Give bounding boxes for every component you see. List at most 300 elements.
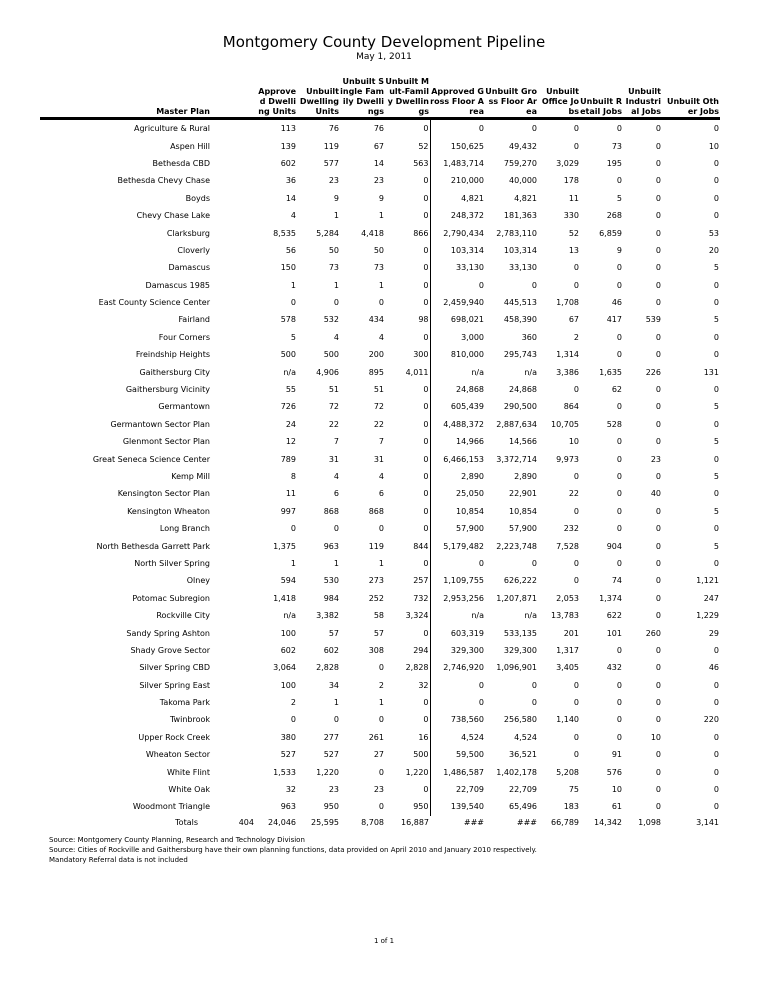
- table-row: [40, 520, 720, 537]
- table-cell: 0: [655, 576, 661, 586]
- totals-prefix: 404: [238, 818, 254, 828]
- table-cell: 2: [290, 698, 296, 708]
- table-cell: 0: [713, 280, 719, 290]
- table-cell: 76: [328, 124, 339, 134]
- table-cell: 0: [616, 715, 622, 725]
- table-cell: 0: [616, 350, 622, 360]
- table-row: [40, 798, 720, 815]
- master-plan-name: Great Seneca Science Center: [92, 454, 210, 464]
- master-plan-name: Fairland: [178, 315, 210, 325]
- table-row: [40, 763, 720, 780]
- table-cell: 0: [713, 558, 719, 568]
- table-cell: 2,746,920: [443, 663, 484, 673]
- table-cell: 0: [713, 176, 719, 186]
- blank-cell: [210, 329, 255, 346]
- table-cell: 65,496: [509, 802, 537, 812]
- table-cell: 1,220: [316, 767, 339, 777]
- header-unbuilt-gfa: Unbuilt Gross Floor Area: [485, 66, 538, 119]
- table-cell: 58: [373, 611, 384, 621]
- master-plan-name: Olney: [186, 576, 210, 586]
- table-cell: 23: [373, 785, 384, 795]
- table-cell: 732: [385, 590, 430, 607]
- table-cell: 200: [368, 350, 384, 360]
- table-cell: 0: [616, 680, 622, 690]
- page-date: May 1, 2011: [356, 52, 412, 62]
- table-cell: 183: [563, 802, 579, 812]
- table-cell: 0: [385, 520, 430, 537]
- table-cell: 0: [385, 329, 430, 346]
- table-cell: 150: [280, 263, 296, 273]
- table-cell: 1: [290, 280, 296, 290]
- master-plan-name: Silver Spring CBD: [139, 663, 210, 673]
- table-cell: 5: [290, 332, 296, 342]
- table-cell: 0: [713, 211, 719, 221]
- table-cell: 23: [328, 176, 339, 186]
- table-cell: 24,868: [456, 385, 484, 395]
- table-cell: 0: [385, 503, 430, 520]
- table-cell: 14: [373, 158, 384, 168]
- table-cell: 23: [328, 785, 339, 795]
- table-cell: 5: [713, 472, 719, 481]
- table-cell: 6,466,153: [443, 454, 484, 464]
- table-cell: 0: [531, 558, 537, 568]
- table-cell: 904: [606, 541, 622, 551]
- table-cell: 0: [616, 437, 622, 447]
- table-cell: n/a: [524, 367, 537, 377]
- table-cell: 0: [616, 124, 622, 134]
- table-cell: 997: [280, 506, 296, 516]
- master-plan-name: Gaithersburg City: [139, 367, 210, 377]
- blank-cell: [210, 259, 255, 276]
- page-number: 1 of 1: [373, 937, 395, 945]
- table-cell: 52: [568, 228, 579, 238]
- totals-cell: 3,141: [696, 818, 719, 828]
- table-cell: 252: [368, 593, 384, 603]
- table-cell: n/a: [524, 611, 537, 621]
- table-cell: 40,000: [509, 176, 537, 186]
- header-unbuilt-office-jobs: Unbuilt Office Jobs: [538, 66, 580, 119]
- blank-cell: [210, 590, 255, 607]
- header-master-plan: Master Plan: [40, 66, 210, 119]
- table-cell: 0: [385, 190, 430, 207]
- table-cell: 12: [285, 437, 296, 447]
- table-cell: 602: [280, 645, 296, 655]
- table-cell: 2,953,256: [443, 593, 484, 603]
- table-cell: 16: [385, 729, 430, 746]
- table-cell: 10: [611, 785, 622, 795]
- table-cell: 0: [478, 558, 484, 568]
- table-cell: 445,513: [503, 298, 537, 308]
- totals-cell: ###: [516, 818, 537, 828]
- totals-label: Totals: [175, 818, 198, 828]
- table-cell: 1,486,587: [443, 767, 484, 777]
- table-cell: 0: [385, 468, 430, 485]
- header-blank: [210, 66, 255, 119]
- table-cell: 23: [373, 176, 384, 186]
- table-cell: 0: [655, 419, 661, 429]
- table-cell: 273: [368, 576, 384, 586]
- table-cell: 9,973: [556, 454, 579, 464]
- master-plan-name: Aspen Hill: [170, 141, 210, 151]
- table-cell: 22,709: [509, 785, 537, 795]
- table-cell: 0: [655, 663, 661, 673]
- table-cell: 57,900: [456, 524, 484, 534]
- table-cell: 0: [713, 298, 719, 308]
- table-cell: 0: [616, 524, 622, 534]
- master-plan-name: East County Science Center: [98, 298, 210, 308]
- table-cell: 22: [373, 419, 384, 429]
- blank-cell: [210, 572, 255, 589]
- blank-cell: [210, 763, 255, 780]
- table-cell: 532: [323, 315, 339, 325]
- master-plan-name: Kemp Mill: [171, 472, 210, 481]
- table-cell: 1: [290, 558, 296, 568]
- table-cell: 1: [378, 211, 384, 221]
- blank-cell: [210, 294, 255, 311]
- table-cell: 0: [385, 433, 430, 450]
- table-cell: 0: [290, 524, 296, 534]
- table-cell: 7: [333, 437, 339, 447]
- table-cell: 0: [655, 437, 661, 447]
- master-plan-name: Sandy Spring Ashton: [126, 628, 210, 638]
- table-cell: 210,000: [450, 176, 484, 186]
- master-plan-name: Clarksburg: [166, 228, 210, 238]
- table-cell: 67: [373, 141, 384, 151]
- table-row: [40, 677, 720, 694]
- blank-cell: [210, 694, 255, 711]
- table-cell: 0: [385, 277, 430, 294]
- table-cell: 866: [385, 224, 430, 241]
- master-plan-name: Kensington Wheaton: [127, 506, 210, 516]
- table-cell: 73: [328, 263, 339, 273]
- blank-cell: [210, 363, 255, 380]
- table-cell: 5: [713, 541, 719, 551]
- blank-cell: [210, 503, 255, 520]
- table-row: [40, 119, 720, 138]
- table-cell: 0: [655, 176, 661, 186]
- table-cell: 0: [385, 416, 430, 433]
- table-cell: 2,890: [461, 472, 484, 481]
- table-cell: 232: [563, 524, 579, 534]
- table-cell: 2,887,634: [496, 419, 537, 429]
- table-cell: 0: [385, 694, 430, 711]
- table-cell: 0: [290, 298, 296, 308]
- table-cell: 5,284: [316, 228, 339, 238]
- table-cell: 119: [368, 541, 384, 551]
- table-cell: 500: [385, 746, 430, 763]
- table-cell: 51: [373, 385, 384, 395]
- footer-note: Mandatory Referral data is not included: [49, 856, 188, 864]
- table-cell: 33,130: [509, 263, 537, 273]
- table-cell: 738,560: [450, 715, 484, 725]
- table-cell: 330: [563, 211, 579, 221]
- table-cell: 56: [285, 245, 296, 255]
- table-cell: 0: [655, 767, 661, 777]
- table-cell: 0: [333, 298, 339, 308]
- table-cell: 0: [385, 555, 430, 572]
- table-row: [40, 155, 720, 172]
- table-cell: 0: [713, 419, 719, 429]
- table-cell: 295,743: [503, 350, 537, 360]
- table-cell: 0: [531, 698, 537, 708]
- table-row: [40, 711, 720, 728]
- table-cell: 22: [328, 419, 339, 429]
- table-cell: 1,317: [556, 645, 579, 655]
- table-cell: 0: [385, 624, 430, 641]
- table-cell: 0: [713, 350, 719, 360]
- table-cell: 1,229: [696, 611, 719, 621]
- table-cell: 6,859: [599, 228, 622, 238]
- table-cell: 0: [478, 680, 484, 690]
- master-plan-name: Twinbrook: [169, 715, 210, 725]
- table-cell: 268: [606, 211, 622, 221]
- table-row: [40, 468, 720, 485]
- blank-cell: [210, 711, 255, 728]
- table-cell: 329,300: [450, 645, 484, 655]
- table-cell: 864: [563, 402, 579, 412]
- table-cell: 57: [373, 628, 384, 638]
- footer-source-2: Source: Cities of Rockville and Gaithersburg have their own planning functions, data provided on April 2010 and January 2010 respectively.: [49, 846, 537, 854]
- table-cell: 139: [280, 141, 296, 151]
- master-plan-name: North Silver Spring: [134, 558, 210, 568]
- table-cell: 260: [645, 628, 661, 638]
- table-cell: 576: [606, 767, 622, 777]
- table-cell: 868: [323, 506, 339, 516]
- table-cell: 0: [655, 541, 661, 551]
- table-cell: 3,324: [385, 607, 430, 624]
- blank-cell: [210, 433, 255, 450]
- table-cell: 53: [708, 228, 719, 238]
- header-unbuilt-other-jobs: Unbuilt Other Jobs: [662, 66, 720, 119]
- table-cell: 0: [333, 715, 339, 725]
- table-cell: 3,372,714: [496, 454, 537, 464]
- page-title: Montgomery County Development Pipeline: [222, 33, 546, 51]
- table-cell: 46: [708, 663, 719, 673]
- table-cell: 2,223,748: [496, 541, 537, 551]
- table-cell: 294: [385, 642, 430, 659]
- blank-cell: [210, 155, 255, 172]
- totals-cell: 25,595: [311, 818, 339, 828]
- table-cell: 1,708: [556, 298, 579, 308]
- master-plan-name: Germantown: [158, 402, 210, 412]
- header-unbuilt-industrial-jobs: Unbuilt Industrial Jobs: [623, 66, 662, 119]
- table-cell: 22,901: [509, 489, 537, 499]
- header-unbuilt-multi-family: Unbuilt Mult-Family Dwellings: [385, 66, 430, 119]
- table-cell: 0: [573, 141, 579, 151]
- table-row: [40, 346, 720, 363]
- table-cell: 6: [378, 489, 384, 499]
- table-row: [40, 311, 720, 328]
- table-cell: 14: [285, 193, 296, 203]
- table-cell: 103,314: [450, 245, 484, 255]
- blank-cell: [210, 555, 255, 572]
- table-cell: 74: [611, 576, 622, 586]
- table-row: [40, 416, 720, 433]
- table-cell: 1: [333, 558, 339, 568]
- master-plan-name: Bethesda Chevy Chase: [117, 176, 210, 186]
- table-cell: 0: [713, 385, 719, 395]
- blank-cell: [210, 468, 255, 485]
- table-cell: 2,459,940: [443, 298, 484, 308]
- table-cell: 50: [373, 245, 384, 255]
- table-cell: 181,363: [503, 211, 537, 221]
- table-cell: 563: [385, 155, 430, 172]
- master-plan-name: White Oak: [168, 785, 210, 795]
- table-cell: 3,064: [273, 663, 296, 673]
- blank-cell: [210, 607, 255, 624]
- table-cell: n/a: [471, 611, 484, 621]
- table-cell: 31: [373, 454, 384, 464]
- table-cell: n/a: [471, 367, 484, 377]
- table-cell: 73: [611, 141, 622, 151]
- table-cell: 0: [385, 781, 430, 798]
- table-cell: 0: [573, 732, 579, 742]
- table-cell: 1: [333, 698, 339, 708]
- table-cell: 0: [655, 680, 661, 690]
- table-row: [40, 590, 720, 607]
- table-cell: 810,000: [450, 350, 484, 360]
- table-row: [40, 363, 720, 380]
- table-cell: 2,890: [514, 472, 537, 481]
- table-cell: 380: [280, 732, 296, 742]
- table-cell: 7,528: [556, 541, 579, 551]
- table-cell: 0: [655, 558, 661, 568]
- master-plan-name: Gaithersburg Vicinity: [125, 385, 210, 395]
- table-cell: 34: [328, 680, 339, 690]
- table-cell: 0: [713, 698, 719, 708]
- table-cell: 36,521: [509, 750, 537, 760]
- table-cell: 13: [568, 245, 579, 255]
- table-cell: 0: [385, 450, 430, 467]
- table-cell: 417: [606, 315, 622, 325]
- table-cell: 0: [655, 332, 661, 342]
- table-cell: 0: [713, 489, 719, 499]
- table-cell: 103,314: [503, 245, 537, 255]
- master-plan-name: Potomac Subregion: [132, 593, 210, 603]
- table-row: [40, 398, 720, 415]
- table-cell: 10,705: [551, 419, 579, 429]
- table-cell: 0: [655, 385, 661, 395]
- table-cell: 101: [606, 628, 622, 638]
- blank-cell: [210, 746, 255, 763]
- table-cell: 36: [285, 176, 296, 186]
- table-cell: 0: [713, 158, 719, 168]
- table-cell: 0: [655, 263, 661, 273]
- table-cell: 458,390: [503, 315, 537, 325]
- master-plan-name: Damascus: [168, 263, 210, 273]
- table-row: [40, 729, 720, 746]
- table-cell: 8,535: [273, 228, 296, 238]
- table-cell: 759,270: [503, 158, 537, 168]
- table-cell: n/a: [283, 611, 296, 621]
- table-cell: 5,179,482: [443, 541, 484, 551]
- table-cell: 0: [531, 280, 537, 290]
- table-cell: 195: [606, 158, 622, 168]
- table-cell: 23: [650, 454, 661, 464]
- table-cell: 9: [378, 193, 384, 203]
- table-row: [40, 694, 720, 711]
- table-cell: 1: [333, 280, 339, 290]
- master-plan-name: Takoma Park: [159, 698, 210, 708]
- master-plan-name: Germantown Sector Plan: [110, 419, 210, 429]
- table-cell: 3,382: [316, 611, 339, 621]
- totals-cell: 8,708: [361, 818, 384, 828]
- table-cell: 248,372: [450, 211, 484, 221]
- table-cell: 0: [378, 802, 384, 812]
- table-row: [40, 137, 720, 154]
- table-cell: 32: [285, 785, 296, 795]
- table-cell: 0: [655, 228, 661, 238]
- table-cell: 4,488,372: [443, 419, 484, 429]
- table-cell: 605,439: [450, 402, 484, 412]
- table-cell: 0: [713, 732, 719, 742]
- table-cell: 5: [713, 506, 719, 516]
- table-cell: 290,500: [503, 402, 537, 412]
- blank-cell: [210, 677, 255, 694]
- table-cell: 0: [655, 298, 661, 308]
- table-cell: 1,374: [599, 593, 622, 603]
- table-row: [40, 277, 720, 294]
- master-plan-name: Upper Rock Creek: [138, 732, 210, 742]
- table-cell: 1,121: [696, 576, 719, 586]
- table-cell: 360: [521, 332, 537, 342]
- table-cell: 4: [333, 332, 339, 342]
- table-cell: 257: [385, 572, 430, 589]
- table-cell: 4: [290, 211, 296, 221]
- blank-cell: [210, 277, 255, 294]
- table-cell: 25,050: [456, 489, 484, 499]
- table-cell: 10,854: [456, 506, 484, 516]
- table-cell: 52: [385, 137, 430, 154]
- table-cell: 5: [713, 315, 719, 325]
- table-cell: 0: [655, 158, 661, 168]
- blank-cell: [210, 137, 255, 154]
- master-plan-name: Cloverly: [177, 245, 210, 255]
- table-cell: 500: [323, 350, 339, 360]
- blank-cell: [210, 520, 255, 537]
- table-cell: 0: [385, 119, 430, 138]
- table-cell: 0: [713, 750, 719, 760]
- table-cell: 0: [655, 141, 661, 151]
- table-row: [40, 190, 720, 207]
- table-cell: 0: [616, 263, 622, 273]
- table-cell: 1,418: [273, 593, 296, 603]
- table-cell: 0: [573, 280, 579, 290]
- master-plan-name: Agriculture & Rural: [133, 124, 210, 134]
- table-cell: 0: [290, 715, 296, 725]
- table-cell: 3,405: [556, 663, 579, 673]
- table-cell: 602: [280, 158, 296, 168]
- table-cell: 0: [378, 767, 384, 777]
- table-cell: 40: [650, 489, 661, 499]
- blank-cell: [210, 190, 255, 207]
- table-cell: 0: [616, 402, 622, 412]
- table-cell: 0: [655, 350, 661, 360]
- master-plan-name: Chevy Chase Lake: [136, 211, 210, 221]
- table-cell: 4,011: [385, 363, 430, 380]
- table-cell: 0: [655, 593, 661, 603]
- table-cell: 150,625: [450, 141, 484, 151]
- master-plan-name: North Bethesda Garrett Park: [96, 541, 210, 551]
- table-cell: 789: [280, 454, 296, 464]
- table-cell: 1,635: [599, 367, 622, 377]
- table-cell: 20: [708, 245, 719, 255]
- blank-cell: [210, 172, 255, 189]
- table-cell: 247: [703, 593, 719, 603]
- footer-notes: [49, 835, 537, 865]
- table-cell: 7: [378, 437, 384, 447]
- table-cell: 0: [616, 489, 622, 499]
